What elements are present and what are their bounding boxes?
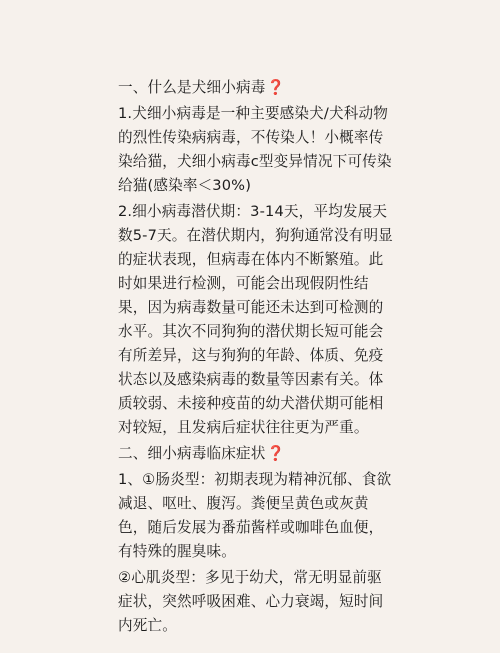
section1-heading-text: 一、什么是犬细小病毒 — [118, 79, 266, 96]
section2-paragraph-1: 1、①肠炎型：初期表现为精神沉郁、食欲减退、呕吐、腹泻。粪便呈黄色或灰黄色，随后发展为番茄酱样或咖啡色血便，有特殊的腥臭味。 — [118, 471, 392, 560]
section1-heading — [118, 76, 396, 100]
section2-heading — [118, 442, 396, 466]
section2-paragraph-2: ②心肌炎型：多见于幼犬，常无明显前驱症状，突然呼吸困难、心力衰竭，短时间内死亡。 — [118, 569, 384, 634]
question-mark-icon: ❓ — [266, 445, 285, 462]
section1-paragraph-2: 2.细小病毒潜伏期：3-14天，平均发展天数5-7天。在潜伏期内，狗狗通常没有明显的症状表现，但病毒在体内不断繁殖。此时如果进行检测，可能会出现假阴性结果，因为病毒数量可能还未达到可检测的水平。其次不同狗狗的潜伏期长短可能会有所差异，这与狗狗的年龄、体质、免疫状态以及感染病毒的数量等因素有关。体质较弱、未接种疫苗的幼犬潜伏期可能相对较短，且发病后症状往往更为严重。 — [118, 203, 393, 436]
section2-heading-text: 二、细小病毒临床症状 — [118, 445, 266, 462]
article — [118, 76, 396, 640]
section1-paragraph-1: 1.犬细小病毒是一种主要感染犬/犬科动物的烈性传染病病毒，不传染人！小概率传染给猫，犬细小病毒c型变异情况下可传染给猫(感染率＜30%) — [118, 105, 392, 194]
question-mark-icon: ❓ — [266, 79, 285, 96]
